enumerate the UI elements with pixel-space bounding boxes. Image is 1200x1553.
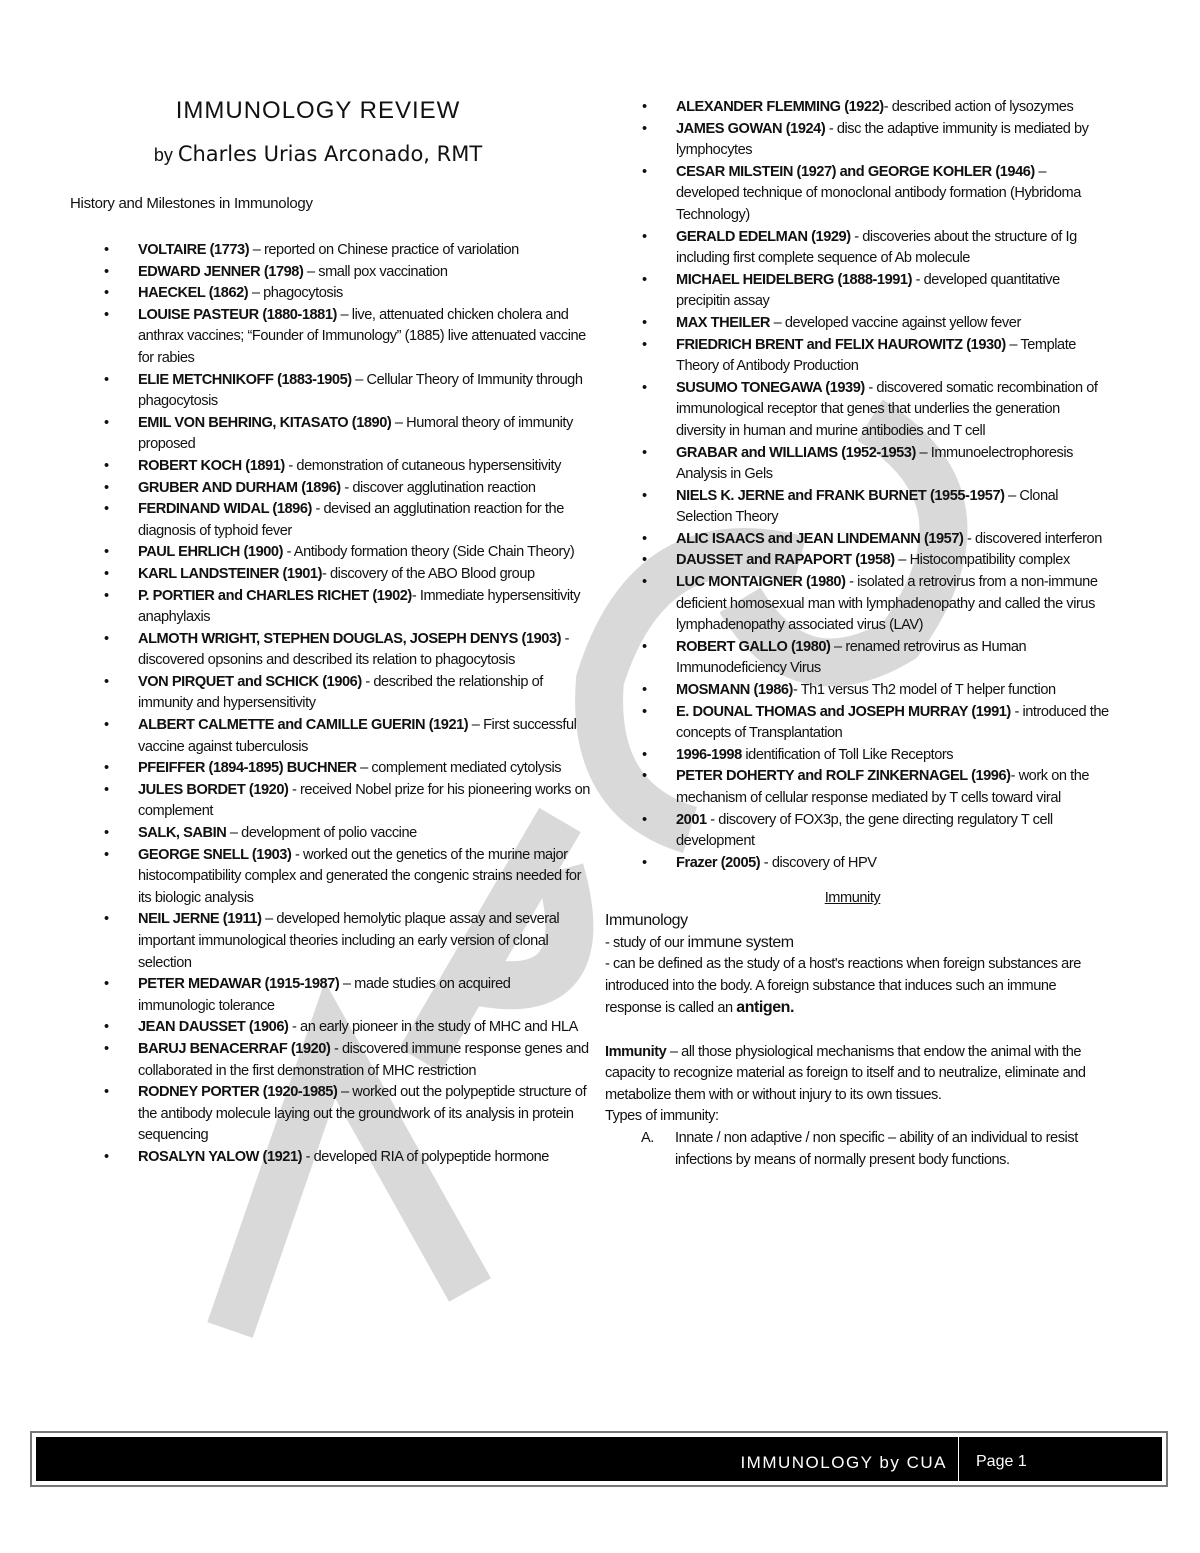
milestone-item: [642, 335, 1112, 378]
milestone-description: - an early pioneer in the study of MHC and HLA: [288, 1019, 578, 1036]
milestone-item: [104, 1082, 590, 1147]
milestone-item: [104, 715, 590, 758]
milestone-item: [104, 478, 590, 500]
milestone-name: FERDINAND WIDAL (1896): [138, 501, 312, 518]
milestone-item: [642, 378, 1112, 443]
def-2-text: - can be defined as the study of a host's reactions when foreign substances are introduced into the body. A foreign substance that induces such an immune response is called an: [605, 956, 1081, 1017]
milestone-item: [642, 119, 1112, 162]
milestone-description: – made studies on acquired immunologic tolerance: [138, 976, 511, 1014]
milestone-item: [104, 845, 590, 910]
milestone-item: [104, 240, 590, 262]
author-name: Charles Urias Arconado, RMT: [177, 142, 483, 166]
milestone-name: Frazer (2005): [676, 854, 761, 871]
milestone-item: [642, 443, 1112, 486]
milestone-name: CESAR MILSTEIN (1927) and GEORGE KOHLER (1946): [676, 163, 1035, 180]
milestone-description: – Cellular Theory of Immunity through phagocytosis: [138, 371, 583, 410]
type-a-item: [605, 1128, 1100, 1171]
milestone-name: PAUL EHRLICH (1900): [138, 544, 283, 561]
milestone-item: [642, 486, 1112, 529]
bullet-icon: •: [104, 760, 109, 777]
milestone-description: - discovered interferon: [963, 530, 1102, 547]
bullet-icon: •: [642, 271, 647, 288]
milestone-description: – worked out the polypeptide structure of the antibody molecule laying out the groundwork of its analysis in protein sequencing: [138, 1084, 587, 1144]
milestone-name: VOLTAIRE (1773): [138, 242, 250, 258]
milestone-name: EMIL VON BEHRING, KITASATO (1890): [138, 414, 392, 431]
milestone-name: JAMES GOWAN (1924): [676, 120, 826, 137]
milestone-description: – Histocompatibility complex: [894, 552, 1070, 569]
milestone-name: JEAN DAUSSET (1906): [138, 1019, 289, 1036]
bullet-icon: •: [104, 1040, 109, 1057]
milestone-item: [104, 499, 590, 542]
bullet-icon: •: [104, 479, 109, 496]
milestone-item: [104, 262, 590, 284]
bullet-icon: •: [104, 501, 109, 518]
milestone-name: SALK, SABIN: [138, 825, 227, 842]
milestone-name: ALEXANDER FLEMMING (1922): [676, 99, 884, 115]
milestone-item: [642, 572, 1112, 637]
bullet-icon: •: [642, 379, 647, 396]
bullet-icon: •: [104, 457, 109, 474]
milestone-item: [104, 1147, 590, 1169]
milestone-name: GERALD EDELMAN (1929): [676, 228, 851, 245]
byline-prefix: by: [153, 145, 178, 165]
milestone-name: MICHAEL HEIDELBERG (1888-1991): [676, 271, 913, 288]
milestone-description: - Antibody formation theory (Side Chain Theory): [282, 544, 575, 561]
milestone-description: – Humoral theory of immunity proposed: [138, 414, 573, 453]
milestone-item: [104, 1017, 590, 1039]
milestone-name: PETER DOHERTY and ROLF ZINKERNAGEL (1996): [676, 768, 1011, 785]
milestone-item: [104, 672, 590, 715]
def-1-text: - study of our: [605, 934, 688, 951]
milestone-name: MOSMANN (1986): [676, 682, 793, 699]
milestone-description: – developed vaccine against yellow fever: [769, 314, 1021, 331]
milestone-description: - discovered opsonins and described its relation to phagocytosis: [138, 630, 570, 669]
page-footer: [30, 1431, 1168, 1487]
milestone-description: - developed quantitative precipitin assay: [676, 271, 1060, 310]
milestone-item: [642, 270, 1112, 313]
milestone-name: RODNEY PORTER (1920-1985): [138, 1084, 338, 1101]
bullet-icon: •: [104, 1019, 109, 1036]
milestone-item: [104, 413, 590, 456]
milestone-name: ROBERT KOCH (1891): [138, 457, 285, 474]
page-number: Page 1: [976, 1453, 1027, 1470]
milestone-description: – reported on Chinese practice of variolation: [249, 242, 519, 258]
immunity-term: Immunity: [605, 1043, 667, 1060]
milestone-description: – phagocytosis: [248, 285, 343, 302]
immunology-def-1: [605, 932, 1100, 955]
milestone-item: [104, 758, 590, 780]
milestone-description: – small pox vaccination: [303, 263, 448, 280]
milestone-description: - demonstration of cutaneous hypersensitivity: [284, 457, 561, 474]
bullet-icon: •: [104, 285, 109, 302]
milestone-description: - discovered somatic recombination of immunological receptor that genes that underlies the generation diversity in human and murine antibodies and T cell: [676, 379, 1098, 439]
bullet-icon: •: [104, 717, 109, 734]
bullet-icon: •: [642, 552, 647, 569]
bullet-icon: •: [104, 781, 109, 798]
milestone-name: 1996-1998: [676, 746, 742, 763]
milestone-name: P. PORTIER and CHARLES RICHET (1902): [138, 587, 412, 604]
bullet-icon: •: [642, 682, 647, 699]
def-1-emph: immune system: [687, 933, 794, 951]
milestone-description: - discover agglutination reaction: [340, 479, 536, 496]
bullet-icon: •: [104, 544, 109, 561]
bullet-icon: •: [642, 746, 647, 763]
type-a-text: Innate / non adaptive / non specific – ability of an individual to resist infections by means of normally present body functions.: [675, 1129, 1078, 1168]
bullet-icon: •: [104, 565, 109, 582]
milestone-description: - worked out the genetics of the murine major histocompatibility complex and generated the congenic strains needed for its biologic analysis: [138, 846, 581, 906]
section-title: History and Milestones in Immunology: [70, 195, 313, 212]
milestone-description: - devised an agglutination reaction for the diagnosis of typhoid fever: [138, 501, 564, 539]
milestone-description: – development of polio vaccine: [226, 825, 417, 842]
milestone-name: LUC MONTAIGNER (1980): [676, 574, 846, 591]
milestone-name: ELIE METCHNIKOFF (1883-1905): [138, 371, 352, 388]
bullet-icon: •: [642, 530, 647, 547]
bullet-icon: •: [104, 306, 109, 323]
milestone-item: [642, 853, 1112, 875]
milestone-name: HAECKEL (1862): [138, 285, 249, 302]
bullet-icon: •: [104, 1148, 109, 1165]
milestone-description: – complement mediated cytolysis: [356, 760, 562, 777]
milestone-description: - discoveries about the structure of Ig including first complete sequence of Ab molecule: [676, 228, 1077, 267]
milestone-item: [104, 305, 590, 370]
bullet-icon: •: [642, 574, 647, 591]
immunity-section: [605, 888, 1100, 1171]
milestone-name: ALIC ISAACS and JEAN LINDEMANN (1957): [676, 530, 964, 547]
milestone-item: [642, 810, 1112, 853]
milestone-item: [642, 702, 1112, 745]
milestone-name: LOUISE PASTEUR (1880-1881): [138, 306, 337, 323]
milestone-item: [642, 637, 1112, 680]
milestone-item: [642, 162, 1112, 227]
milestone-description: - discovery of HPV: [760, 854, 877, 871]
milestone-item: [642, 550, 1112, 572]
milestone-description: – Immunoelectrophoresis Analysis in Gels: [676, 444, 1073, 483]
milestones-list-left: [104, 240, 590, 1169]
milestone-item: [642, 745, 1112, 767]
milestone-name: ALMOTH WRIGHT, STEPHEN DOUGLAS, JOSEPH DENYS (1903): [138, 630, 562, 647]
bullet-icon: •: [104, 976, 109, 993]
milestone-description: identification of Toll Like Receptors: [741, 746, 954, 763]
bullet-icon: •: [104, 263, 109, 280]
milestone-description: - received Nobel prize for his pioneering works on complement: [138, 781, 590, 820]
milestone-item: [104, 629, 590, 672]
bullet-icon: •: [104, 630, 109, 647]
milestone-item: [642, 313, 1112, 335]
milestone-description: - Immediate hypersensitivity anaphylaxis: [138, 587, 581, 626]
milestone-item: [642, 529, 1112, 551]
bullet-icon: •: [104, 1084, 109, 1101]
milestone-name: PFEIFFER (1894-1895) BUCHNER: [138, 760, 357, 777]
milestone-description: - introduced the concepts of Transplantation: [676, 703, 1109, 742]
milestone-name: BARUJ BENACERRAF (1920): [138, 1040, 331, 1057]
bullet-icon: •: [642, 638, 647, 655]
milestone-description: - discovery of FOX3p, the gene directing regulatory T cell development: [676, 811, 1053, 850]
milestone-name: 2001: [676, 811, 707, 828]
milestones-list-right: [642, 97, 1112, 874]
milestone-item: [642, 766, 1112, 809]
milestone-item: [642, 227, 1112, 270]
milestone-description: - disc the adaptive immunity is mediated by lymphocytes: [676, 120, 1089, 159]
immunology-def-2: [605, 954, 1100, 1020]
milestone-description: - described action of lysozymes: [883, 99, 1074, 115]
right-column: [605, 0, 1112, 1401]
document-title: IMMUNOLOGY REVIEW: [175, 97, 461, 124]
milestone-item: [104, 780, 590, 823]
bullet-icon: •: [642, 811, 647, 828]
milestone-name: EDWARD JENNER (1798): [138, 263, 304, 280]
immunity-def-text: – all those physiological mechanisms that endow the animal with the capacity to recognize material as foreign to itself and to neutralize, eliminate and metabolize them with or without injury to its own tissues.: [605, 1043, 1086, 1103]
milestone-item: [104, 370, 590, 413]
bullet-icon: •: [104, 242, 109, 258]
immunity-definition: [605, 1042, 1100, 1107]
milestone-description: - Th1 versus Th2 model of T helper function: [792, 682, 1056, 699]
milestone-description: – developed technique of monoclonal antibody formation (Hybridoma Technology): [676, 163, 1081, 223]
milestone-name: GEORGE SNELL (1903): [138, 846, 292, 863]
milestone-item: [104, 586, 590, 629]
milestone-name: ROBERT GALLO (1980): [676, 638, 831, 655]
milestone-description: – developed hemolytic plaque assay and several important immunological theories including an early version of clonal selection: [138, 911, 560, 971]
left-column: [60, 0, 590, 1401]
milestone-name: MAX THEILER: [676, 314, 770, 331]
milestone-name: ROSALYN YALOW (1921): [138, 1148, 303, 1165]
bullet-icon: •: [104, 911, 109, 928]
bullet-icon: •: [642, 487, 647, 504]
milestone-name: NIELS K. JERNE and FRANK BURNET (1955-1957): [676, 487, 1005, 504]
immunology-subheading: Immunology: [605, 911, 688, 929]
milestone-item: [104, 283, 590, 305]
footer-title: IMMUNOLOGY by CUA: [740, 1453, 947, 1472]
milestone-name: KARL LANDSTEINER (1901): [138, 565, 322, 582]
bullet-icon: •: [104, 414, 109, 431]
bullet-icon: •: [642, 228, 647, 245]
milestone-item: [104, 542, 590, 564]
bullet-icon: •: [642, 120, 647, 137]
milestone-name: NEIL JERNE (1911): [138, 911, 262, 928]
antigen-term: antigen.: [736, 999, 795, 1017]
bullet-icon: •: [642, 336, 647, 353]
milestone-name: SUSUMO TONEGAWA (1939): [676, 379, 865, 396]
milestone-item: [104, 909, 590, 974]
milestone-description: - discovery of the ABO Blood group: [322, 565, 535, 582]
milestone-name: GRABAR and WILLIAMS (1952-1953): [676, 444, 916, 461]
bullet-icon: •: [642, 314, 647, 331]
bullet-icon: •: [642, 444, 647, 461]
bullet-icon: •: [104, 846, 109, 863]
milestone-description: - work on the mechanism of cellular response mediated by T cells toward viral: [676, 768, 1090, 806]
bullet-icon: •: [642, 768, 647, 785]
milestone-name: ALBERT CALMETTE and CAMILLE GUERIN (1921): [138, 717, 469, 734]
type-a-letter: A.: [641, 1129, 654, 1146]
milestone-item: [642, 97, 1112, 119]
bullet-icon: •: [642, 703, 647, 720]
bullet-icon: •: [104, 371, 109, 388]
milestone-name: PETER MEDAWAR (1915-1987): [138, 976, 340, 993]
bullet-icon: •: [642, 854, 647, 871]
milestone-item: [104, 823, 590, 845]
milestone-description: - described the relationship of immunity and hypersensitivity: [138, 673, 543, 712]
milestone-description: – First successful vaccine against tuberculosis: [138, 717, 577, 755]
types-label: Types of immunity:: [605, 1108, 719, 1125]
bullet-icon: •: [104, 587, 109, 604]
bullet-icon: •: [642, 99, 647, 115]
bullet-icon: •: [642, 163, 647, 180]
milestone-description: - developed RIA of polypeptide hormone: [302, 1148, 549, 1165]
footer-divider: [958, 1437, 959, 1481]
milestone-description: - isolated a retrovirus from a non-immune deficient homosexual man with lymphadenopathy and called the virus lymphadenopathy associated virus (LAV): [676, 574, 1098, 634]
milestone-description: – renamed retrovirus as Human Immunodeficiency Virus: [676, 638, 1027, 677]
milestone-name: FRIEDRICH BRENT and FELIX HAUROWITZ (1930): [676, 336, 1006, 353]
milestone-item: [642, 680, 1112, 702]
immunity-heading: Immunity: [824, 890, 881, 907]
milestone-item: [104, 456, 590, 478]
milestone-name: E. DOUNAL THOMAS and JOSEPH MURRAY (1991): [676, 703, 1011, 720]
milestone-description: – Template Theory of Antibody Production: [676, 336, 1076, 375]
milestone-name: VON PIRQUET and SCHICK (1906): [138, 673, 362, 690]
milestone-name: DAUSSET and RAPAPORT (1958): [676, 552, 895, 569]
milestone-description: – live, attenuated chicken cholera and anthrax vaccines; “Founder of Immunology” (1885) live attenuated vaccine for rabies: [138, 306, 586, 366]
milestone-name: GRUBER AND DURHAM (1896): [138, 479, 341, 496]
milestone-description: – Clonal Selection Theory: [676, 487, 1059, 526]
bullet-icon: •: [104, 673, 109, 690]
milestone-item: [104, 974, 590, 1017]
milestone-description: - discovered immune response genes and collaborated in the first demonstration of MHC restriction: [138, 1040, 589, 1079]
document-byline: [60, 138, 576, 171]
milestone-name: JULES BORDET (1920): [138, 781, 289, 798]
bullet-icon: •: [104, 825, 109, 842]
milestone-item: [104, 1039, 590, 1082]
milestone-item: [104, 564, 590, 586]
